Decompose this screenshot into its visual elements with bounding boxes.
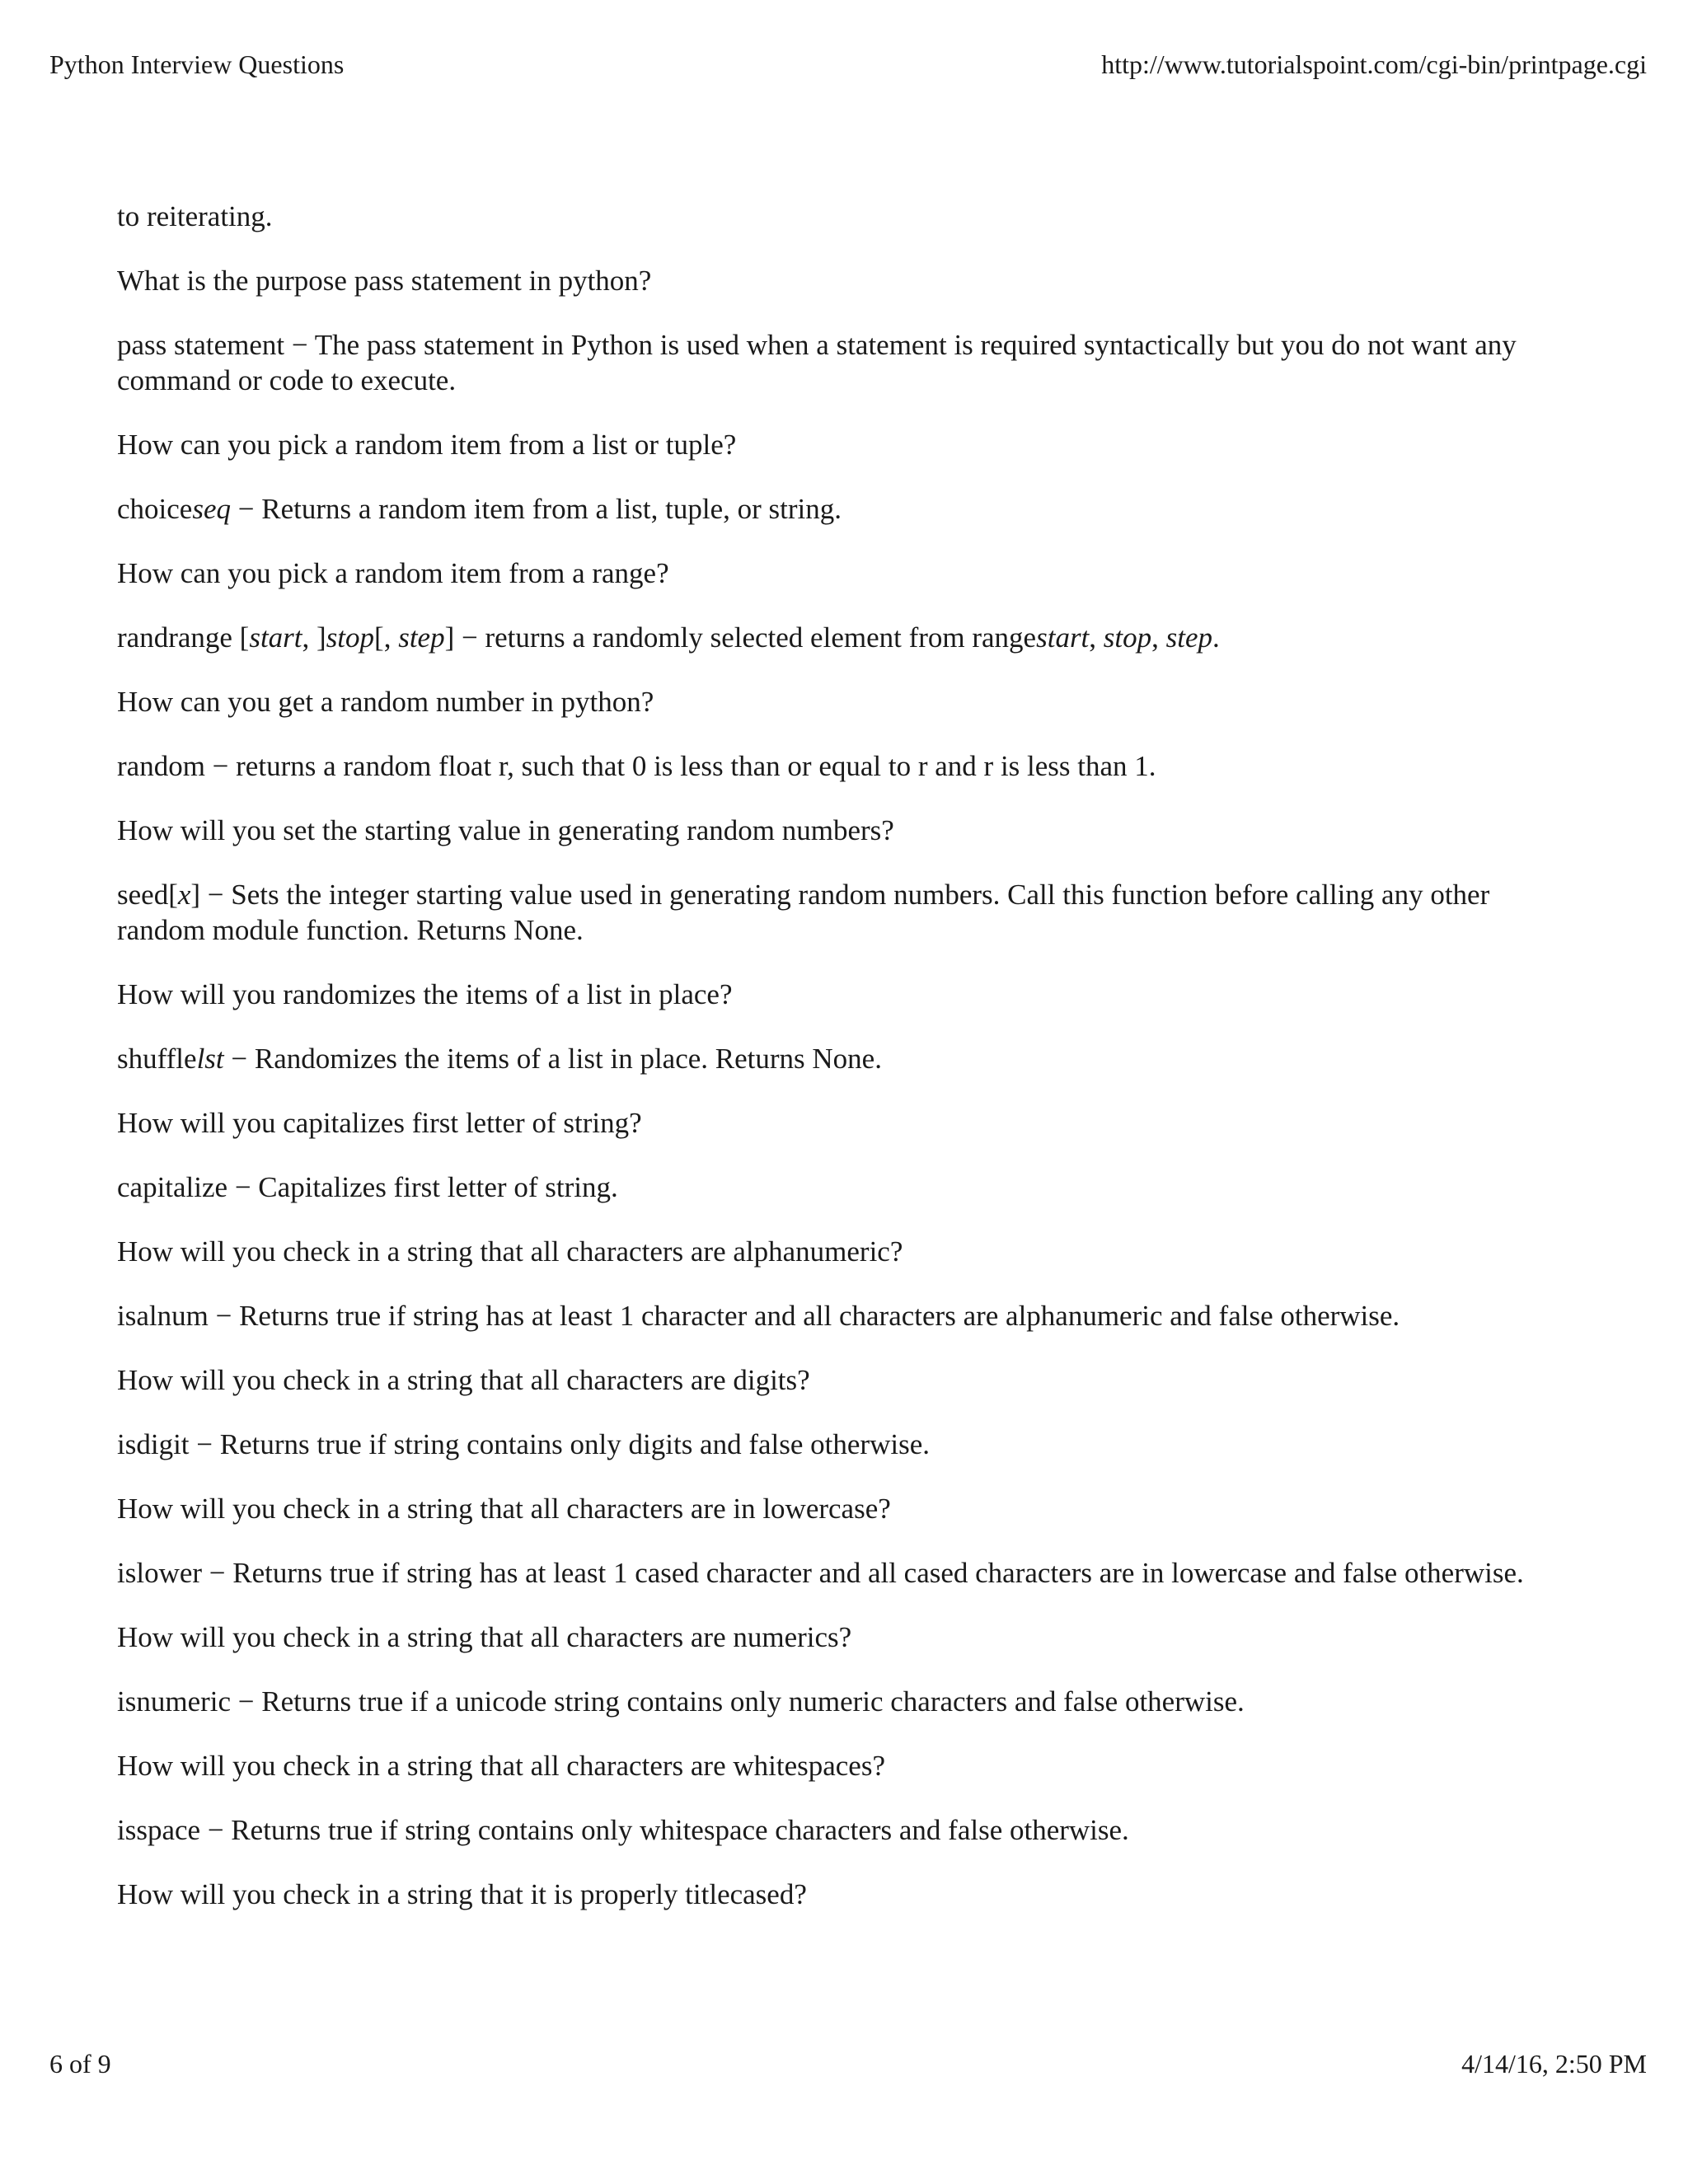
answer (117, 1041, 1568, 1076)
answer (117, 491, 1568, 527)
question: How will you set the starting value in generating random numbers? (117, 814, 894, 846)
question: How will you check in a string that all characters are digits? (117, 1364, 810, 1396)
answer-text: choice (117, 493, 193, 525)
answer: isalnum − Returns true if string has at least 1 character and all characters are alphanumeric and false otherwise. (117, 1300, 1400, 1332)
answer-param: stop (326, 621, 375, 654)
question: How can you pick a random item from a list or tuple? (117, 429, 737, 461)
paragraph: to reiterating. (117, 200, 273, 232)
question: How will you check in a string that it is properly titlecased? (117, 1878, 807, 1910)
answer: pass statement − The pass statement in Python is used when a statement is required syntactically but you do not want any command or code to execute. (117, 329, 1517, 396)
answer-param: stop (1103, 621, 1152, 654)
answer-text: , (1089, 621, 1104, 654)
page-url: http://www.tutorialspoint.com/cgi-bin/printpage.cgi (1101, 49, 1647, 79)
answer-param: lst (196, 1043, 224, 1075)
answer-text: , ] (302, 621, 326, 654)
answer-text: − Randomizes the items of a list in place. Returns None. (223, 1043, 882, 1075)
question: How will you check in a string that all characters are alphanumeric? (117, 1235, 903, 1268)
answer-text: shuffle (117, 1043, 197, 1075)
answer: random − returns a random float r, such that 0 is less than or equal to r and r is less than 1. (117, 750, 1156, 782)
question: How can you pick a random item from a range? (117, 557, 669, 589)
answer-text: − Returns a random item from a list, tuple, or string. (230, 493, 842, 525)
answer-param: seq (192, 493, 231, 525)
answer: islower − Returns true if string has at least 1 cased character and all cased characters are in lowercase and false otherwise. (117, 1557, 1524, 1589)
question: How will you randomizes the items of a list in place? (117, 978, 733, 1010)
answer: isnumeric − Returns true if a unicode string contains only numeric characters and false otherwise. (117, 1685, 1245, 1718)
answer-param: start (1036, 621, 1090, 654)
answer-text: [, (374, 621, 399, 654)
answer-param: step (1165, 621, 1213, 654)
page-title: Python Interview Questions (49, 49, 345, 79)
page-number: 6 of 9 (49, 2049, 111, 2079)
question: How will you check in a string that all characters are numerics? (117, 1621, 852, 1653)
answer-text: . (1212, 621, 1220, 654)
answer: isspace − Returns true if string contains only whitespace characters and false otherwise. (117, 1814, 1129, 1846)
answer: isdigit − Returns true if string contains only digits and false otherwise. (117, 1428, 930, 1460)
document-body (117, 199, 1568, 1941)
answer (117, 877, 1568, 948)
print-datetime: 4/14/16, 2:50 PM (1461, 2049, 1647, 2079)
answer-text: randrange [ (117, 621, 250, 654)
answer: capitalize − Capitalizes first letter of string. (117, 1171, 618, 1203)
page-footer (49, 2047, 1647, 2080)
question: How will you check in a string that all characters are in lowercase? (117, 1493, 891, 1525)
question: What is the purpose pass statement in python? (117, 265, 652, 297)
page-header (49, 48, 1647, 81)
answer-text: , (1151, 621, 1166, 654)
answer-text: seed[ (117, 879, 178, 911)
question: How will you capitalizes first letter of string? (117, 1107, 642, 1139)
answer-text: ] − returns a randomly selected element from range (444, 621, 1037, 654)
answer-param: start (249, 621, 302, 654)
question: How can you get a random number in python? (117, 686, 654, 718)
answer (117, 620, 1568, 655)
question: How will you check in a string that all characters are whitespaces? (117, 1750, 885, 1782)
answer-text: ] − Sets the integer starting value used in generating random numbers. Call this function before calling any other random module function. Returns None. (117, 879, 1490, 946)
answer-param: step (398, 621, 445, 654)
answer-param: x (177, 879, 191, 911)
